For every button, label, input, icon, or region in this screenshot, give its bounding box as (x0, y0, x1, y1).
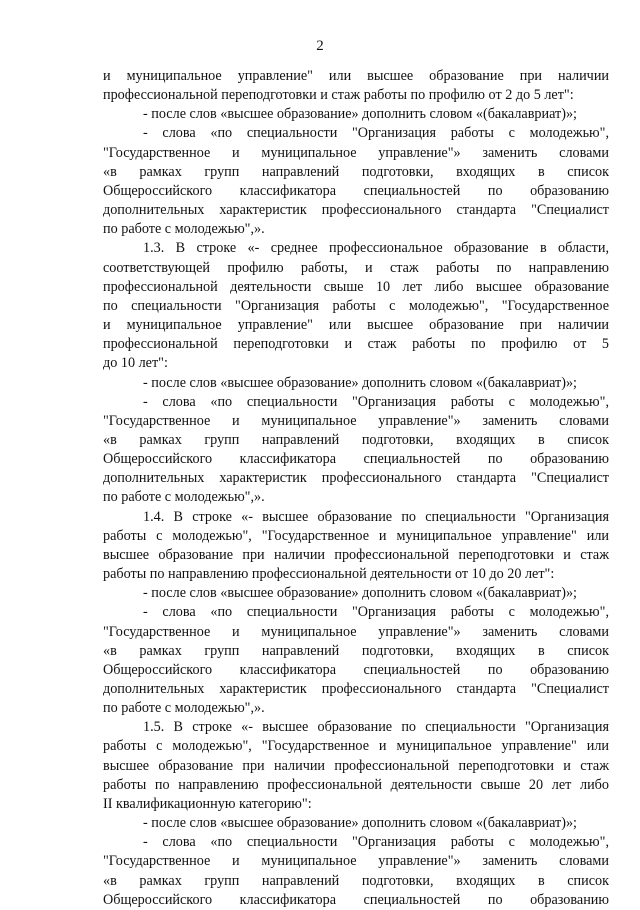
text-line: по работе с молодежью",». (103, 221, 265, 238)
text-line: "Государственное и муниципальное управление"» заменить словами (103, 853, 609, 870)
text-line: "Государственное и муниципальное управление"» заменить словами (103, 412, 609, 429)
text-line: Общероссийского классификатора специальностей по образованию (103, 891, 609, 908)
text-line: по работе с молодежью",». (103, 489, 265, 506)
text-line: Общероссийского классификатора специальностей по образованию (103, 451, 609, 468)
text-line: 1.4. В строке «- высшее образование по специальности "Организация (143, 508, 609, 525)
text-line: «в рамках групп направлений подготовки, входящих в список (103, 163, 609, 180)
text-line: дополнительных характеристик профессионального стандарта "Специалист (103, 681, 609, 697)
text-line: - слова «по специальности "Организация работы с молодежью", (143, 834, 609, 851)
text-line: работы по направлению профессиональной деятельности от 10 до 20 лет": (103, 566, 555, 583)
text-line: «в рамках групп направлений подготовки, входящих в список (103, 431, 609, 448)
text-line: дополнительных характеристик профессионального стандарта "Специалист (103, 470, 609, 487)
text-line: профессиональной деятельности свыше 10 лет либо высшее образование (103, 278, 609, 295)
text-line: работы с молодежью", "Государственное и муниципальное управление" или (103, 738, 609, 755)
text-line: - слова «по специальности "Организация работы с молодежью", (143, 604, 609, 621)
text-line: - после слов «высшее образование» дополнить словом «(бакалавриат)»; (143, 374, 577, 391)
text-line: - после слов «высшее образование» дополнить словом «(бакалавриат)»; (143, 815, 577, 832)
text-line: по работе с молодежью",». (103, 700, 265, 717)
text-line: профессиональной переподготовки и стаж работы по профилю от 2 до 5 лет": (103, 87, 574, 104)
text-line: - после слов «высшее образование» дополнить словом «(бакалавриат)»; (143, 585, 577, 602)
text-line: "Государственное и муниципальное управление"» заменить словами (103, 144, 609, 161)
text-line: «в рамках групп направлений подготовки, входящих в список (103, 872, 609, 889)
text-line: 1.5. В строке «- высшее образование по специальности "Организация (143, 719, 609, 736)
text-line: работы с молодежью", "Государственное и муниципальное управление" или (103, 527, 609, 544)
text-line: Общероссийского классификатора специальностей по образованию (103, 661, 609, 678)
page-number: 2 (316, 38, 324, 54)
text-line: работы по направлению профессиональной деятельности свыше 20 лет либо (103, 776, 609, 793)
text-line: Общероссийского классификатора специальностей по образованию (103, 182, 609, 199)
text-line: - слова «по специальности "Организация работы с молодежью", (143, 393, 609, 410)
text-line: соответствующей профилю работы, и стаж работы по направлению (103, 259, 609, 276)
text-line: и муниципальное управление" или высшее образование при наличии (103, 68, 609, 84)
document-body (103, 67, 609, 910)
text-line: "Государственное и муниципальное управление"» заменить словами (103, 623, 609, 640)
text-line: высшее образование при наличии профессиональной переподготовки и стаж (103, 757, 609, 774)
text-line: высшее образование при наличии профессиональной переподготовки и стаж (103, 546, 609, 563)
text-line: и муниципальное управление" или высшее образование при наличии (103, 317, 609, 334)
text-line: II квалификационную категорию": (103, 795, 312, 812)
text-line: 1.3. В строке «- среднее профессиональное образование в области, (143, 240, 609, 257)
text-line: «в рамках групп направлений подготовки, входящих в список (103, 642, 609, 659)
text-line: по специальности "Организация работы с молодежью", "Государственное (103, 297, 609, 314)
text-line: - после слов «высшее образование» дополнить словом «(бакалавриат)»; (143, 106, 577, 123)
text-line: дополнительных характеристик профессионального стандарта "Специалист (103, 202, 609, 219)
text-line: профессиональной переподготовки и стаж работы по профилю от 5 (103, 336, 609, 353)
text-line: до 10 лет": (103, 355, 168, 372)
text-line: - слова «по специальности "Организация работы с молодежью", (143, 125, 609, 142)
